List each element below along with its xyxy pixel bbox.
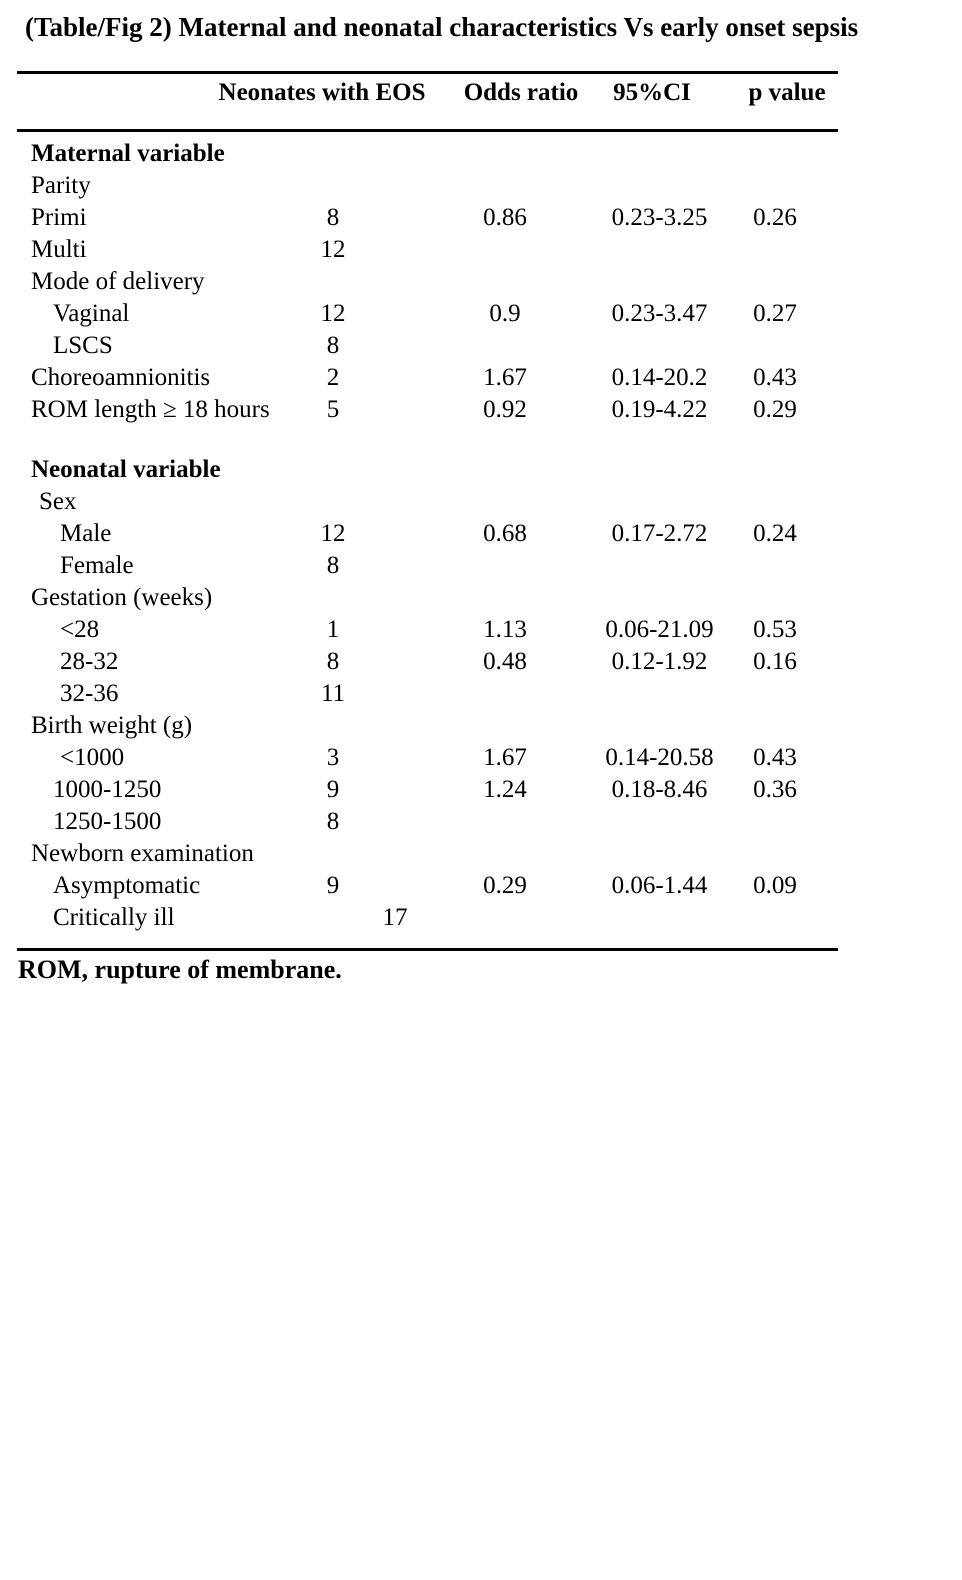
cell-ci: 0.06-21.09 xyxy=(605,616,714,643)
cell-neonates-eos: 1 xyxy=(326,616,340,643)
cell-p-value xyxy=(742,710,808,742)
cell-ci xyxy=(597,170,722,202)
cell-p-value xyxy=(742,138,808,170)
row-label: Critically ill xyxy=(53,904,175,931)
table-row-vaginal xyxy=(17,298,838,330)
table-row-1000-1250 xyxy=(17,774,838,806)
cell-ci xyxy=(597,234,722,266)
column-header-neonates-eos: Neonates with EOS xyxy=(218,79,426,106)
cell-neonates-eos: 12 xyxy=(320,236,346,263)
cell-odds-ratio xyxy=(425,138,585,170)
cell-p-value xyxy=(742,330,808,362)
cell-odds-ratio xyxy=(425,454,585,486)
cell-neonates-eos xyxy=(297,454,369,486)
cell-odds-ratio: 0.68 xyxy=(483,520,527,547)
cell-p-value xyxy=(742,902,808,934)
cell-odds-ratio: 0.92 xyxy=(483,396,527,423)
cell-p-value: 0.24 xyxy=(753,520,797,547)
row-label: Gestation (weeks) xyxy=(31,584,213,611)
cell-neonates-eos xyxy=(297,170,369,202)
cell-odds-ratio xyxy=(425,582,585,614)
table-title: (Table/Fig 2) Maternal and neonatal characteristics Vs early onset sepsis xyxy=(25,12,859,42)
cell-p-value xyxy=(742,806,808,838)
column-header-odds-ratio: Odds ratio xyxy=(463,79,579,106)
cell-neonates-eos: 8 xyxy=(326,332,340,359)
cell-odds-ratio: 1.67 xyxy=(483,744,527,771)
cell-neonates-eos: 8 xyxy=(326,552,340,579)
cell-p-value xyxy=(742,550,808,582)
row-label: Asymptomatic xyxy=(53,872,201,899)
cell-neonates-eos xyxy=(297,138,369,170)
table-row-mode-of-delivery xyxy=(17,266,838,298)
cell-neonates-eos: 2 xyxy=(326,364,340,391)
table-row-female xyxy=(17,550,838,582)
cell-p-value: 0.09 xyxy=(753,872,797,899)
cell-ci xyxy=(597,902,722,934)
row-label: Primi xyxy=(31,204,87,231)
table-rule-top xyxy=(17,71,838,74)
row-label: 1000-1250 xyxy=(53,776,162,803)
row-label: ROM length ≥ 18 hours xyxy=(31,396,270,423)
row-label: Sex xyxy=(39,488,77,515)
row-label: Neonatal variable xyxy=(31,456,221,483)
cell-odds-ratio xyxy=(425,838,585,870)
table-row-28-32 xyxy=(17,646,838,678)
row-label: Choreoamnionitis xyxy=(31,364,211,391)
cell-odds-ratio: 1.24 xyxy=(483,776,527,803)
cell-neonates-eos: 3 xyxy=(326,744,340,771)
cell-p-value xyxy=(742,838,808,870)
section-gap xyxy=(17,426,838,454)
cell-neonates-eos xyxy=(297,838,369,870)
cell-ci xyxy=(597,138,722,170)
table-rule-bottom xyxy=(17,948,838,951)
row-label: Birth weight (g) xyxy=(31,712,193,739)
cell-odds-ratio xyxy=(425,170,585,202)
cell-neonates-eos-value: 17 xyxy=(382,904,408,931)
cell-ci: 0.14-20.58 xyxy=(605,744,714,771)
column-header-ci: 95%CI xyxy=(613,79,691,106)
table-row-32-36 xyxy=(17,678,838,710)
row-label: Multi xyxy=(31,236,87,263)
table-row-choreoamnionitis xyxy=(17,362,838,394)
table-row-section-neonatal xyxy=(17,454,838,486)
row-label: Newborn examination xyxy=(31,840,254,867)
cell-ci: 0.14-20.2 xyxy=(611,364,708,391)
cell-odds-ratio xyxy=(425,330,585,362)
cell-odds-ratio xyxy=(425,234,585,266)
cell-p-value: 0.27 xyxy=(753,300,797,327)
cell-neonates-eos: 8 xyxy=(326,808,340,835)
row-label: Vaginal xyxy=(53,300,130,327)
table-row-parity xyxy=(17,170,838,202)
row-label: <28 xyxy=(60,616,100,643)
table-row-critically-ill xyxy=(17,902,838,934)
cell-neonates-eos xyxy=(297,266,369,298)
table-row-lscs xyxy=(17,330,838,362)
row-label: Parity xyxy=(31,172,91,199)
cell-odds-ratio: 0.9 xyxy=(489,300,521,327)
cell-p-value: 0.16 xyxy=(753,648,797,675)
cell-odds-ratio xyxy=(425,550,585,582)
cell-p-value xyxy=(742,678,808,710)
cell-neonates-eos xyxy=(297,486,369,518)
cell-ci xyxy=(597,710,722,742)
cell-p-value: 0.29 xyxy=(753,396,797,423)
table-row-sex xyxy=(17,486,838,518)
cell-neonates-eos: 12 xyxy=(320,520,346,547)
cell-ci xyxy=(597,806,722,838)
cell-p-value xyxy=(742,454,808,486)
table-body xyxy=(17,138,838,934)
cell-neonates-eos: 11 xyxy=(320,680,346,707)
cell-neonates-eos: 12 xyxy=(320,300,346,327)
row-label: Male xyxy=(60,520,112,547)
cell-ci xyxy=(597,266,722,298)
cell-odds-ratio xyxy=(425,806,585,838)
cell-p-value xyxy=(742,170,808,202)
cell-p-value: 0.43 xyxy=(753,364,797,391)
cell-ci xyxy=(597,582,722,614)
cell-p-value xyxy=(742,266,808,298)
cell-ci xyxy=(597,838,722,870)
table-row-birth-weight xyxy=(17,710,838,742)
table-row-under-1000 xyxy=(17,742,838,774)
cell-ci: 0.23-3.47 xyxy=(611,300,708,327)
cell-p-value xyxy=(742,234,808,266)
column-header-p-value: p value xyxy=(748,79,826,106)
cell-odds-ratio xyxy=(425,902,585,934)
row-label: 28-32 xyxy=(60,648,119,675)
cell-neonates-eos: 5 xyxy=(326,396,340,423)
table-row-primi xyxy=(17,202,838,234)
table-row-male xyxy=(17,518,838,550)
cell-p-value: 0.53 xyxy=(753,616,797,643)
cell-odds-ratio xyxy=(425,266,585,298)
table-rule-header-bottom xyxy=(17,129,838,132)
table-row-1250-1500 xyxy=(17,806,838,838)
row-label: 1250-1500 xyxy=(53,808,162,835)
row-label: 32-36 xyxy=(60,680,119,707)
cell-ci: 0.06-1.44 xyxy=(611,872,708,899)
table-footnote: ROM, rupture of membrane. xyxy=(18,955,342,984)
cell-neonates-eos: 9 xyxy=(326,872,340,899)
cell-p-value: 0.36 xyxy=(753,776,797,803)
cell-ci xyxy=(597,330,722,362)
row-label: Mode of delivery xyxy=(31,268,205,295)
cell-p-value xyxy=(742,582,808,614)
cell-ci xyxy=(597,678,722,710)
cell-ci: 0.18-8.46 xyxy=(611,776,708,803)
row-label: Female xyxy=(60,552,134,579)
cell-odds-ratio xyxy=(425,710,585,742)
cell-ci xyxy=(597,454,722,486)
cell-odds-ratio xyxy=(425,486,585,518)
cell-p-value: 0.43 xyxy=(753,744,797,771)
cell-neonates-eos xyxy=(297,582,369,614)
cell-ci xyxy=(597,550,722,582)
table-row-multi xyxy=(17,234,838,266)
cell-odds-ratio: 1.67 xyxy=(483,364,527,391)
row-label: Maternal variable xyxy=(31,140,225,167)
cell-odds-ratio: 0.29 xyxy=(483,872,527,899)
cell-ci: 0.23-3.25 xyxy=(611,204,708,231)
table-row-section-maternal xyxy=(17,138,838,170)
cell-ci: 0.12-1.92 xyxy=(611,648,708,675)
cell-ci xyxy=(597,486,722,518)
row-label: <1000 xyxy=(60,744,125,771)
table-row-gestation xyxy=(17,582,838,614)
cell-neonates-eos: 8 xyxy=(326,204,340,231)
row-label: LSCS xyxy=(53,332,113,359)
table-header-row xyxy=(17,77,838,109)
table-row-asymptomatic xyxy=(17,870,838,902)
cell-neonates-eos xyxy=(297,902,408,934)
cell-odds-ratio: 1.13 xyxy=(483,616,527,643)
table-row-under-28 xyxy=(17,614,838,646)
table-row-rom-length xyxy=(17,394,838,426)
cell-odds-ratio: 0.48 xyxy=(483,648,527,675)
cell-neonates-eos: 9 xyxy=(326,776,340,803)
cell-odds-ratio: 0.86 xyxy=(483,204,527,231)
table-row-newborn-examination xyxy=(17,838,838,870)
cell-p-value: 0.26 xyxy=(753,204,797,231)
cell-odds-ratio xyxy=(425,678,585,710)
cell-ci: 0.19-4.22 xyxy=(611,396,708,423)
cell-ci: 0.17-2.72 xyxy=(611,520,708,547)
cell-neonates-eos xyxy=(297,710,369,742)
cell-neonates-eos: 8 xyxy=(326,648,340,675)
cell-p-value xyxy=(742,486,808,518)
